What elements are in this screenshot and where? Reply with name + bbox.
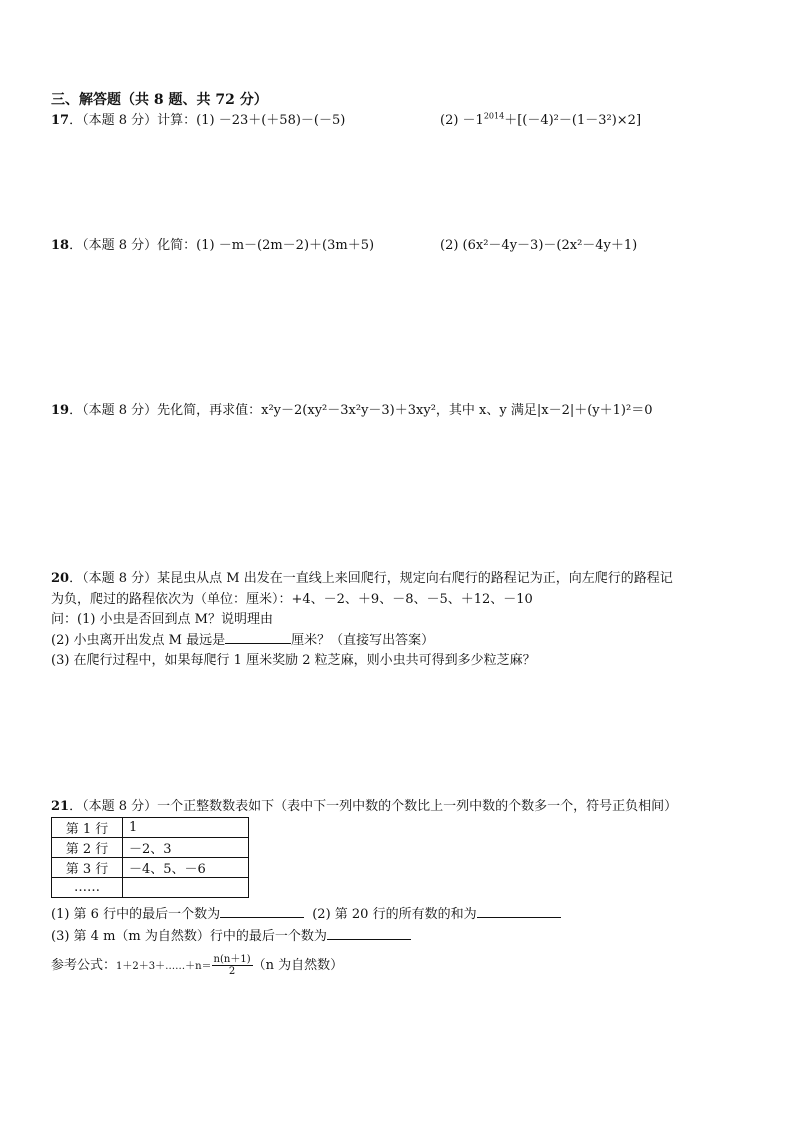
question-20-line-2: 为负，爬过的路程依次为（单位：厘米）：+4、－2、＋9、－8、－5、＋12、－10 [51, 592, 533, 607]
row-values [123, 878, 249, 898]
table-row [52, 838, 249, 858]
question-text: ．（本题 8 分）一个正整数数表如下（表中下一列中数的个数比上一列中数的个数多一个，符号正负相间） [69, 799, 678, 814]
formula-fraction [212, 954, 253, 977]
exponent: 2014 [483, 111, 505, 121]
part-3-text: (3) 第 4 m（m 为自然数）行中的最后一个数为 [51, 929, 327, 944]
question-19 [51, 402, 652, 420]
condition-text: ，其中 x、y 满足 [435, 403, 537, 418]
question-20-part-2 [51, 631, 434, 650]
row-label: 第 3 行 [52, 858, 123, 878]
row-label: 第 1 行 [52, 818, 123, 838]
expr-start: (2) －1 [440, 113, 484, 128]
answer-blank[interactable] [327, 927, 411, 940]
answer-blank[interactable] [477, 905, 561, 918]
row-values: －2、3 [123, 838, 249, 858]
part-2-suffix: 厘米？（直接写出答案） [291, 633, 435, 648]
question-number: 17 [51, 113, 70, 128]
question-intro: ．（本题 8 分）先化简，再求值： [69, 403, 262, 418]
condition-expr: |x－2|＋(y＋1)²＝0 [536, 403, 653, 418]
expr-rest: ＋[(－4)²－(1－3²)×2] [504, 113, 642, 128]
question-part-1: (1) －m－(2m－2)＋(3m＋5) [196, 238, 375, 253]
section-title: 三、解答题（共 8 题、共 72 分） [51, 92, 268, 108]
question-18-part-2: (2) (6x²－4y－3)－(2x²－4y＋1) [440, 238, 638, 253]
part-2-text: (2) 小虫离开出发点 M 最远是 [51, 633, 226, 648]
fraction-denominator: 2 [228, 966, 236, 977]
question-17 [51, 112, 345, 130]
question-number: 21 [51, 799, 70, 814]
reference-formula [51, 953, 343, 980]
table-row [52, 858, 249, 878]
question-number: 18 [51, 238, 70, 253]
question-21 [51, 798, 677, 816]
formula-lhs: 1＋2＋3＋……＋n＝ [116, 961, 212, 972]
question-part-1: (1) －23＋(＋58)－(－5) [196, 113, 346, 128]
question-17-part-2 [440, 112, 641, 130]
question-text: ．（本题 8 分）某昆虫从点 M 出发在一直线上来回爬行，规定向右爬行的路程记为正，向左爬行的路程记 [69, 571, 673, 586]
question-18 [51, 237, 374, 255]
question-20-part-1: 问：(1) 小虫是否回到点 M？说明理由 [51, 612, 273, 627]
answer-blank[interactable] [220, 905, 304, 918]
table-row [52, 878, 249, 898]
formula-label: 参考公式： [51, 958, 117, 973]
part-1-text: (1) 第 6 行中的最后一个数为 [51, 907, 221, 922]
row-values: 1 [123, 818, 249, 838]
number-table [51, 817, 249, 898]
fraction-numerator: n(n＋1) [213, 954, 251, 965]
question-20-line-1 [51, 570, 673, 588]
question-intro: ．（本题 8 分）化简： [69, 238, 197, 253]
formula-note: （n 为自然数） [252, 958, 344, 973]
row-values: －4、5、－6 [123, 858, 249, 878]
question-number: 19 [51, 403, 70, 418]
question-21-answers-1-2 [51, 905, 561, 924]
row-label: …… [52, 878, 123, 898]
part-2-text: (2) 第 20 行的所有数的和为 [312, 907, 477, 922]
expression: x²y－2(xy²－3x²y－3)＋3xy² [261, 403, 436, 418]
question-number: 20 [51, 571, 70, 586]
question-intro: ．（本题 8 分）计算： [69, 113, 197, 128]
answer-blank[interactable] [225, 631, 291, 644]
question-20-part-3: (3) 在爬行过程中，如果每爬行 1 厘米奖励 2 粒芝麻，则小虫共可得到多少粒芝麻？ [51, 653, 536, 668]
question-21-answer-3 [51, 927, 411, 946]
table-row [52, 818, 249, 838]
row-label: 第 2 行 [52, 838, 123, 858]
